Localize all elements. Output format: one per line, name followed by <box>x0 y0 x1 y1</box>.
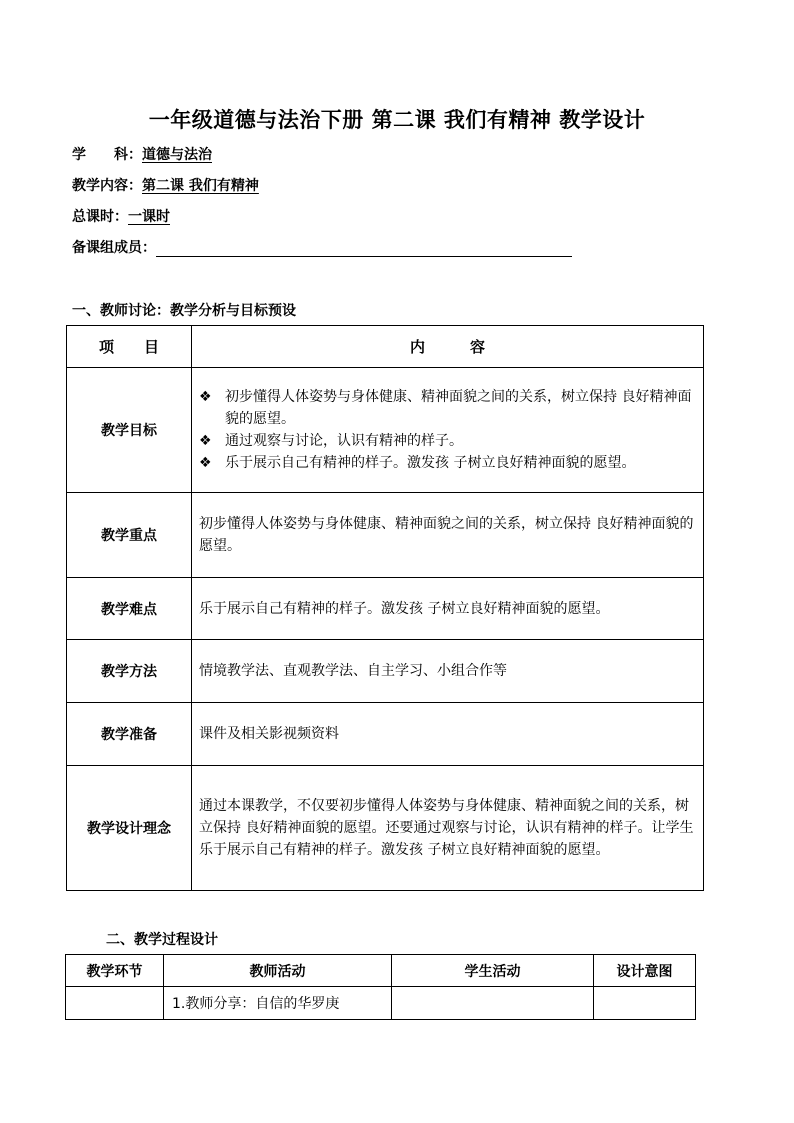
prep-label: 教学准备 <box>67 703 192 766</box>
goal-content <box>192 368 704 493</box>
design-intent-cell <box>594 987 696 1020</box>
analysis-table <box>66 325 704 891</box>
goal-item <box>199 430 695 452</box>
table-row-difficulty <box>67 578 704 640</box>
bullet-icon: ❖ <box>199 433 212 449</box>
student-activity-cell <box>392 987 594 1020</box>
header-item: 项 目 <box>67 326 192 368</box>
header-stage: 教学环节 <box>66 955 164 987</box>
teacher-activity-cell: 1.教师分享：自信的华罗庚 <box>164 987 392 1020</box>
concept-content: 通过本课教学，不仅要初步懂得人体姿势与身体健康、精神面貌之间的关系，树立保持 良好精神面貌的愿望。还要通过观察与讨论，认识有精神的样子。让学生乐于展示自己有精神的样子。激发孩 子树立良好精神面貌的愿望。 <box>192 766 704 891</box>
header-design-intent: 设计意图 <box>594 955 696 987</box>
table-row-prep <box>67 703 704 766</box>
subject-value: 道德与法治 <box>142 147 212 163</box>
header-teacher-activity: 教师活动 <box>164 955 392 987</box>
header-content: 内 容 <box>192 326 704 368</box>
stage-cell <box>66 987 164 1020</box>
bullet-icon: ❖ <box>199 389 212 405</box>
hours-line <box>72 208 170 226</box>
method-label: 教学方法 <box>67 640 192 703</box>
goal-item <box>199 386 695 430</box>
goal-text: 初步懂得人体姿势与身体健康、精神面貌之间的关系，树立保持 良好精神面貌的愿望。 <box>225 389 692 427</box>
content-label: 教学内容： <box>72 178 142 194</box>
bullet-icon: ❖ <box>199 455 212 471</box>
members-line <box>72 239 572 257</box>
goal-text: 通过观察与讨论，认识有精神的样子。 <box>225 433 463 449</box>
table-row-concept <box>67 766 704 891</box>
goal-item <box>199 452 695 474</box>
content-value: 第二课 我们有精神 <box>142 178 259 194</box>
hours-label: 总课时： <box>72 209 128 225</box>
hours-value: 一课时 <box>128 209 170 225</box>
members-blank <box>156 241 572 257</box>
subject-label: 学 科： <box>72 147 142 163</box>
subject-line <box>72 146 212 164</box>
section-heading-1: 一、教师讨论：教学分析与目标预设 <box>72 303 296 319</box>
table-row-goal <box>67 368 704 493</box>
table-header-row <box>66 955 696 987</box>
content-line <box>72 177 259 195</box>
goal-text: 乐于展示自己有精神的样子。激发孩 子树立良好精神面貌的愿望。 <box>225 455 636 471</box>
method-content: 情境教学法、直观教学法、自主学习、小组合作等 <box>192 640 704 703</box>
table-row-focus <box>67 493 704 578</box>
difficulty-content: 乐于展示自己有精神的样子。激发孩 子树立良好精神面貌的愿望。 <box>192 578 704 640</box>
process-table <box>65 954 696 1020</box>
difficulty-label: 教学难点 <box>67 578 192 640</box>
table-row-method <box>67 640 704 703</box>
focus-label: 教学重点 <box>67 493 192 578</box>
prep-content: 课件及相关影视频资料 <box>192 703 704 766</box>
section-heading-2: 二、教学过程设计 <box>106 932 218 948</box>
members-label: 备课组成员： <box>72 240 156 256</box>
focus-content: 初步懂得人体姿势与身体健康、精神面貌之间的关系，树立保持 良好精神面貌的愿望。 <box>192 493 704 578</box>
table-header-row <box>67 326 704 368</box>
page-title: 一年级道德与法治下册 第二课 我们有精神 教学设计 <box>148 107 646 132</box>
goal-label: 教学目标 <box>67 368 192 493</box>
table-row <box>66 987 696 1020</box>
concept-label: 教学设计理念 <box>67 766 192 891</box>
header-student-activity: 学生活动 <box>392 955 594 987</box>
